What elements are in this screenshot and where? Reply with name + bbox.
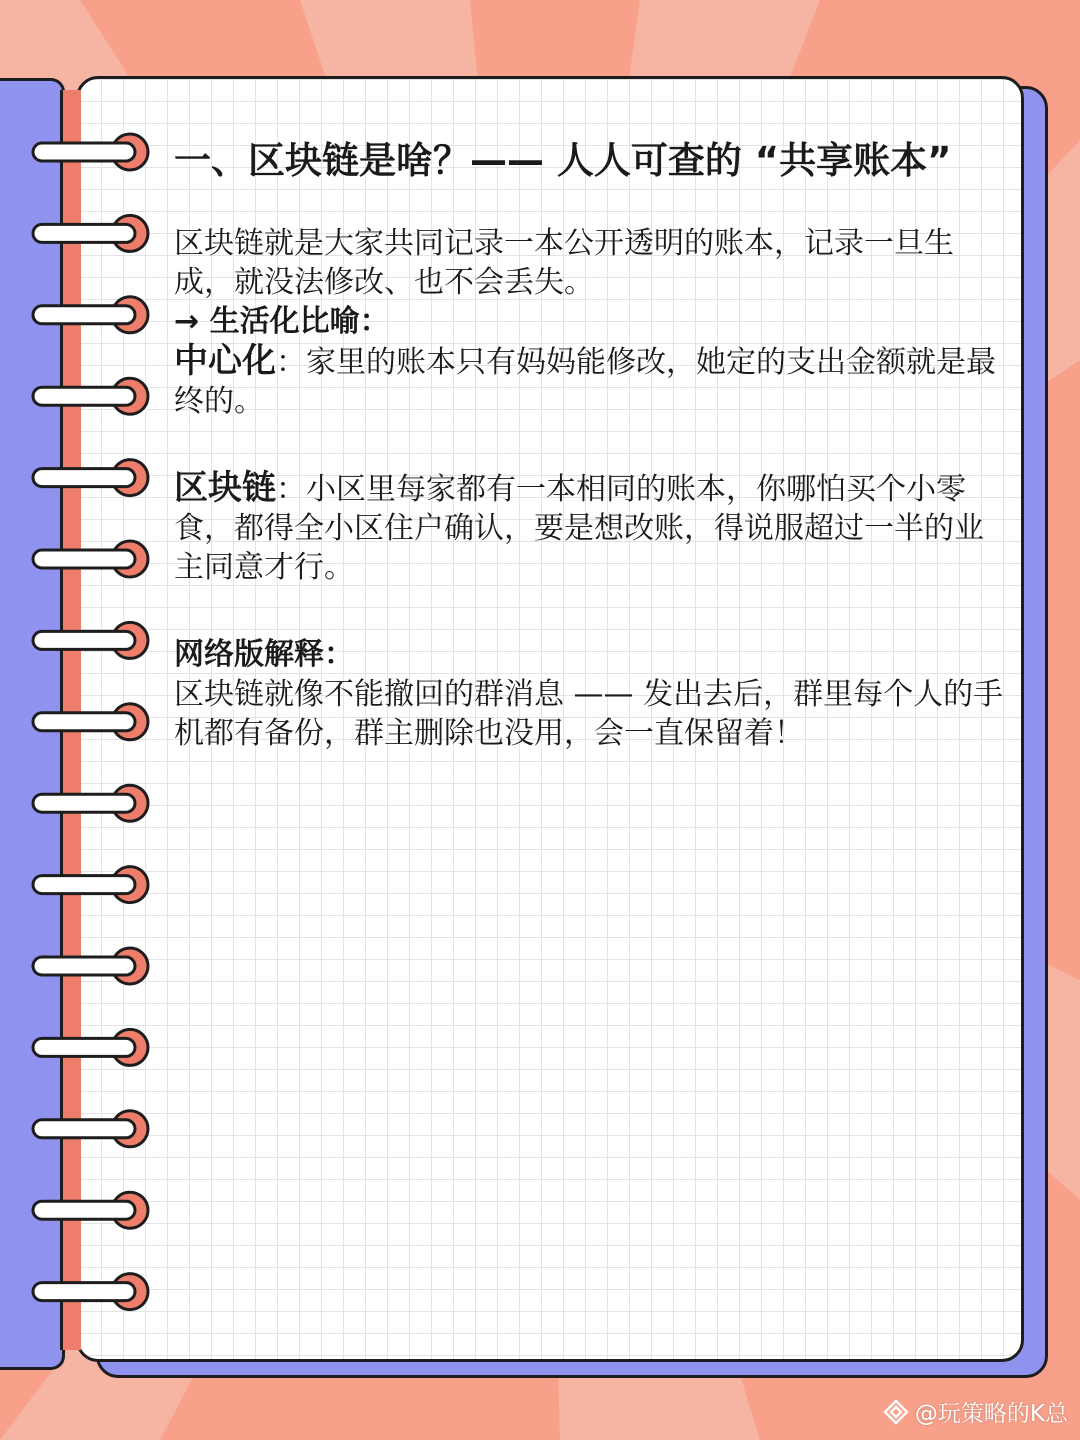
page-title: 一、区块链是啥？—— 人人可查的 “共享账本” <box>174 139 952 182</box>
centralized-term: 中心化 <box>174 341 276 381</box>
binding-ring <box>33 541 148 577</box>
spiral-binding <box>28 0 168 1440</box>
binding-ring <box>33 1274 148 1310</box>
network-heading: 网络版解释： <box>174 637 354 672</box>
binding-ring <box>33 622 148 658</box>
blockchain-text: ：小区里每家都有一本相同的账本，你哪怕买个小零食，都得全小区住户确认，要是想改账，得说服超过一半的业主同意才行。 <box>174 472 984 585</box>
intro-paragraph: 区块链就是大家共同记录一本公开透明的账本，记录一旦生成，就没法修改、也不会丢失。 <box>174 226 954 300</box>
binding-ring <box>33 867 148 903</box>
centralized-text: ：家里的账本只有妈妈能修改，她定的支出金额就是最终的。 <box>174 345 996 419</box>
binding-ring <box>33 1111 148 1147</box>
binding-ring <box>33 297 148 333</box>
blockchain-paragraph <box>174 469 1010 587</box>
blockchain-term: 区块链 <box>174 468 276 508</box>
binding-ring <box>33 378 148 414</box>
binding-ring <box>33 134 148 170</box>
binding-ring <box>33 1029 148 1065</box>
watermark <box>883 1395 1068 1428</box>
watermark-text: @玩策略的K总 <box>914 1401 1068 1427</box>
logo-icon <box>883 1399 909 1425</box>
binding-ring <box>33 785 148 821</box>
binding-ring <box>33 948 148 984</box>
centralized-paragraph <box>174 342 1010 421</box>
binding-ring <box>33 460 148 496</box>
binding-ring <box>33 1192 148 1228</box>
page-content <box>174 136 1010 753</box>
analogy-heading: → 生活化比喻： <box>174 304 390 339</box>
binding-ring <box>33 704 148 740</box>
network-paragraph: 区块链就像不能撤回的群消息 —— 发出去后，群里每个人的手机都有备份，群主删除也没用，会一直保留着！ <box>174 677 1004 751</box>
binding-ring <box>33 215 148 251</box>
